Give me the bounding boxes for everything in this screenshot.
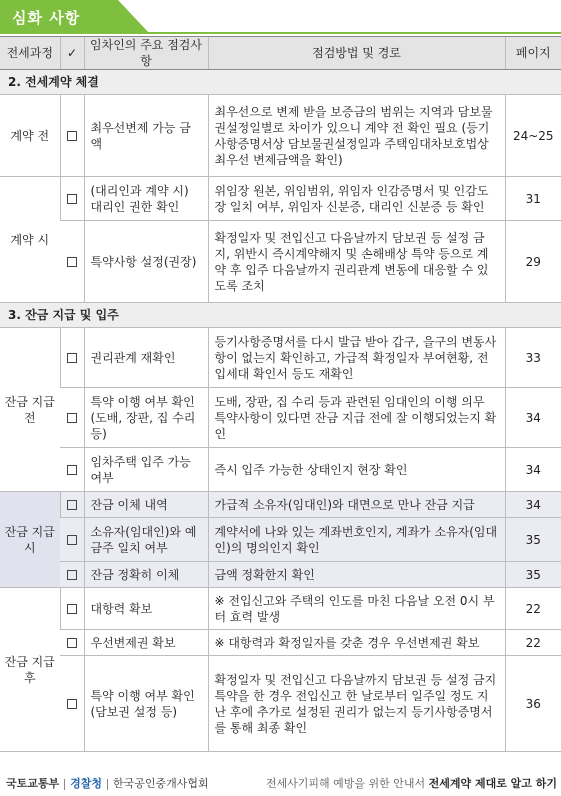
method-cell: 등기사항증명서를 다시 발급 받아 갑구, 을구의 변동사항이 없는지 확인하고, 가급적 확정일자 부여현황, 전입세대 확인서 등도 재확인	[208, 328, 505, 388]
item-cell: 최우선변제 가능 금액	[84, 95, 208, 177]
item-cell: 잔금 정확히 이체	[84, 562, 208, 588]
table-row	[0, 177, 561, 221]
stage-cell: 잔금 지급 전	[0, 328, 60, 492]
item-cell: 특약 이행 여부 확인 (도배, 장판, 집 수리 등)	[84, 388, 208, 448]
stage-cell: 잔금 지급 시	[0, 492, 60, 588]
section-row	[0, 303, 561, 328]
checkbox[interactable]	[60, 95, 84, 177]
checkbox[interactable]	[60, 177, 84, 221]
table-row	[0, 656, 561, 752]
item-cell: (대리인과 계약 시) 대리인 권한 확인	[84, 177, 208, 221]
method-cell: 최우선으로 변제 받을 보증금의 범위는 지역과 담보물권설정일별로 차이가 있으니 계약 전 확인 필요 (등기사항증명서상 담보물권설정일과 주택임대차보호법상 최우선 변제금액을 확인)	[208, 95, 505, 177]
item-cell: 대항력 확보	[84, 588, 208, 630]
header-page: 페이지	[505, 37, 561, 70]
table-row	[0, 328, 561, 388]
method-cell: ※ 전입신고와 주택의 인도를 마친 다음날 오전 0시 부터 효력 발생	[208, 588, 505, 630]
table-row	[0, 492, 561, 518]
method-cell: 확정일자 및 전입신고 다음날까지 담보권 등 설정 금지 특약을 한 경우 전입신고 한 날로부터 일주일 정도 지난 후에 추가로 설정된 권리가 없는지 등기사항증명서를 통해 최종 확인	[208, 656, 505, 752]
publication-title: 전세계약 제대로 알고 하기	[428, 777, 557, 790]
table-row	[0, 518, 561, 562]
footer-divider	[64, 779, 65, 790]
org-police: 경찰청	[70, 777, 103, 790]
method-cell: 확정일자 및 전입신고 다음날까지 담보권 등 설정 금지, 위반시 즉시계약해지 및 손해배상 특약 등으로 계약 후 입주 다음날까지 권리관계 변동에 대응할 수 있도록 조치	[208, 221, 505, 303]
checkbox[interactable]	[60, 221, 84, 303]
header-item: 임차인의 주요 점검사항	[84, 37, 208, 70]
method-cell: 위임장 원본, 위임범위, 위임자 인감증명서 및 인감도장 일치 여부, 위임자 신분증, 대리인 신분증 등 확인	[208, 177, 505, 221]
table-row	[0, 388, 561, 448]
method-cell: 도배, 장판, 집 수리 등과 관련된 임대인의 이행 의무 특약사항이 있다면 잔금 지급 전에 잘 이행되었는지 확인	[208, 388, 505, 448]
org-moli: 국토교통부	[6, 777, 60, 790]
header-method: 점검방법 및 경로	[208, 37, 505, 70]
stage-cell: 계약 시	[0, 177, 60, 303]
page-cell: 35	[505, 562, 561, 588]
checkbox[interactable]	[60, 630, 84, 656]
footer	[0, 768, 561, 796]
checkbox[interactable]	[60, 328, 84, 388]
table-row	[0, 630, 561, 656]
section-title: 3. 잔금 지급 및 입주	[0, 303, 561, 328]
section-row	[0, 70, 561, 95]
footer-orgs	[6, 775, 209, 791]
item-cell: 우선변제권 확보	[84, 630, 208, 656]
footer-divider	[107, 779, 108, 790]
checkbox[interactable]	[60, 448, 84, 492]
item-cell: 임차주택 입주 가능 여부	[84, 448, 208, 492]
method-cell: 계약서에 나와 있는 계좌번호인지, 계좌가 소유자(임대인)의 명의인지 확인	[208, 518, 505, 562]
table-row	[0, 448, 561, 492]
method-cell: 가급적 소유자(임대인)와 대면으로 만나 잔금 지급	[208, 492, 505, 518]
item-cell: 권리관계 재확인	[84, 328, 208, 388]
section-tab-underline	[0, 32, 561, 34]
checkbox[interactable]	[60, 492, 84, 518]
page-cell: 29	[505, 221, 561, 303]
checkbox[interactable]	[60, 388, 84, 448]
method-cell: ※ 대항력과 확정일자를 갖춘 경우 우선변제권 확보	[208, 630, 505, 656]
checkbox[interactable]	[60, 562, 84, 588]
stage-cell: 잔금 지급 후	[0, 588, 60, 752]
table-header-row	[0, 37, 561, 70]
item-cell: 특약 이행 여부 확인 (담보권 설정 등)	[84, 656, 208, 752]
item-cell: 잔금 이체 내역	[84, 492, 208, 518]
page-cell: 31	[505, 177, 561, 221]
page-cell: 34	[505, 388, 561, 448]
method-cell: 금액 정확한지 확인	[208, 562, 505, 588]
publication-subtitle: 전세사기피해 예방을 위한 안내서	[265, 777, 426, 790]
item-cell: 특약사항 설정(권장)	[84, 221, 208, 303]
page-cell: 22	[505, 588, 561, 630]
checkbox[interactable]	[60, 588, 84, 630]
header-stage: 전세과정	[0, 37, 60, 70]
table-row	[0, 95, 561, 177]
table-row	[0, 221, 561, 303]
page-cell: 36	[505, 656, 561, 752]
page-cell: 33	[505, 328, 561, 388]
page-cell: 35	[505, 518, 561, 562]
item-cell: 소유자(임대인)와 예금주 일치 여부	[84, 518, 208, 562]
page-cell: 34	[505, 492, 561, 518]
stage-cell: 계약 전	[0, 95, 60, 177]
checkbox[interactable]	[60, 518, 84, 562]
checklist-table	[0, 36, 561, 752]
page-cell: 34	[505, 448, 561, 492]
header-check: ✓	[60, 37, 84, 70]
table-row	[0, 562, 561, 588]
page-cell: 22	[505, 630, 561, 656]
method-cell: 즉시 입주 가능한 상태인지 현장 확인	[208, 448, 505, 492]
footer-publication	[266, 775, 557, 791]
page-cell: 24~25	[505, 95, 561, 177]
section-title: 2. 전세계약 체결	[0, 70, 561, 95]
org-kar: 한국공인중개사협회	[113, 777, 209, 790]
section-tab-title: 심화 사항	[12, 9, 81, 27]
table-row	[0, 588, 561, 630]
checkbox[interactable]	[60, 656, 84, 752]
section-tab	[0, 0, 170, 34]
